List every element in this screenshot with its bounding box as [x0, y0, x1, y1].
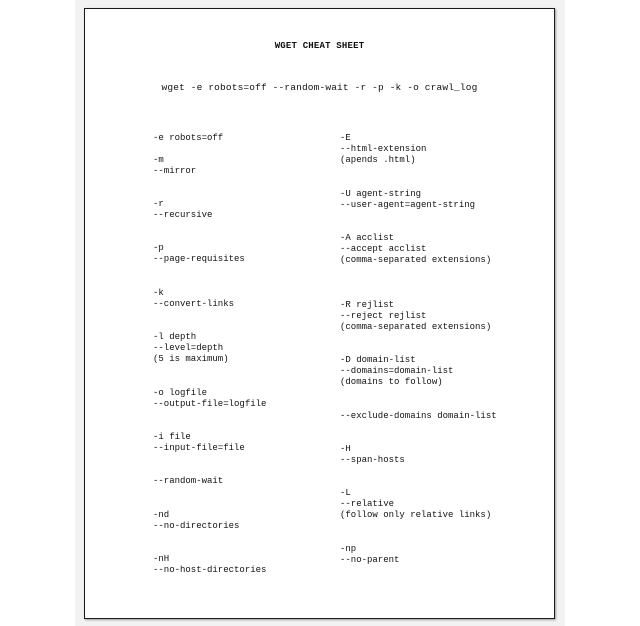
right-option-4-note: (domains to follow)	[340, 377, 443, 387]
left-option-7-short: -i file	[153, 432, 191, 442]
left-option-2-long: --recursive	[153, 210, 213, 220]
right-option-2-long: --accept acclist	[340, 244, 427, 254]
right-option-7-long: --relative	[340, 499, 395, 509]
document-title: WGET CHEAT SHEET	[274, 41, 365, 51]
left-option-4-long: --convert-links	[153, 299, 235, 309]
left-option-3-short: -p	[153, 243, 164, 253]
right-option-1-short: -U agent-string	[340, 189, 422, 199]
left-option-1-long: --mirror	[153, 166, 197, 176]
right-option-0-long: --html-extension	[340, 144, 427, 154]
right-option-4-short: -D domain-list	[340, 355, 416, 365]
right-option-6-short: -H	[340, 444, 351, 454]
right-option-0-note: (apends .html)	[340, 155, 416, 165]
right-option-7-note: (follow only relative links)	[340, 510, 492, 520]
left-option-9-short: -nd	[153, 510, 170, 520]
right-option-6-long: --span-hosts	[340, 455, 405, 465]
left-option-10-long: --no-host-directories	[153, 565, 267, 575]
right-option-8-long: --no-parent	[340, 555, 400, 565]
left-option-8-long: --random-wait	[153, 476, 224, 486]
right-option-7-short: -L	[340, 488, 351, 498]
document-page	[84, 8, 555, 619]
right-option-3-short: -R rejlist	[340, 300, 395, 310]
right-option-4-long: --domains=domain-list	[340, 366, 454, 376]
left-option-5-short: -l depth	[153, 332, 197, 342]
left-option-6-long: --output-file=logfile	[153, 399, 267, 409]
left-option-2-short: -r	[153, 199, 164, 209]
left-option-10-short: -nH	[153, 554, 170, 564]
right-option-3-long: --reject rejlist	[340, 311, 427, 321]
left-option-4-short: -k	[153, 288, 164, 298]
example-command: wget -e robots=off --random-wait -r -p -k -o crawl_log	[161, 82, 478, 93]
left-option-1-short: -m	[153, 155, 164, 165]
left-option-5-long: --level=depth	[153, 343, 224, 353]
left-option-6-short: -o logfile	[153, 388, 208, 398]
left-option-7-long: --input-file=file	[153, 443, 245, 453]
left-option-9-long: --no-directories	[153, 521, 240, 531]
right-option-1-long: --user-agent=agent-string	[340, 200, 476, 210]
right-option-3-note: (comma-separated extensions)	[340, 322, 492, 332]
left-option-3-long: --page-requisites	[153, 254, 245, 264]
right-option-8-short: -np	[340, 544, 357, 554]
right-option-2-note: (comma-separated extensions)	[340, 255, 492, 265]
right-option-2-short: -A acclist	[340, 233, 395, 243]
left-option-5-note: (5 is maximum)	[153, 354, 229, 364]
right-option-5-long: --exclude-domains domain-list	[340, 411, 497, 421]
left-option-0-short: -e robots=off	[153, 133, 224, 143]
right-option-0-short: -E	[340, 133, 351, 143]
